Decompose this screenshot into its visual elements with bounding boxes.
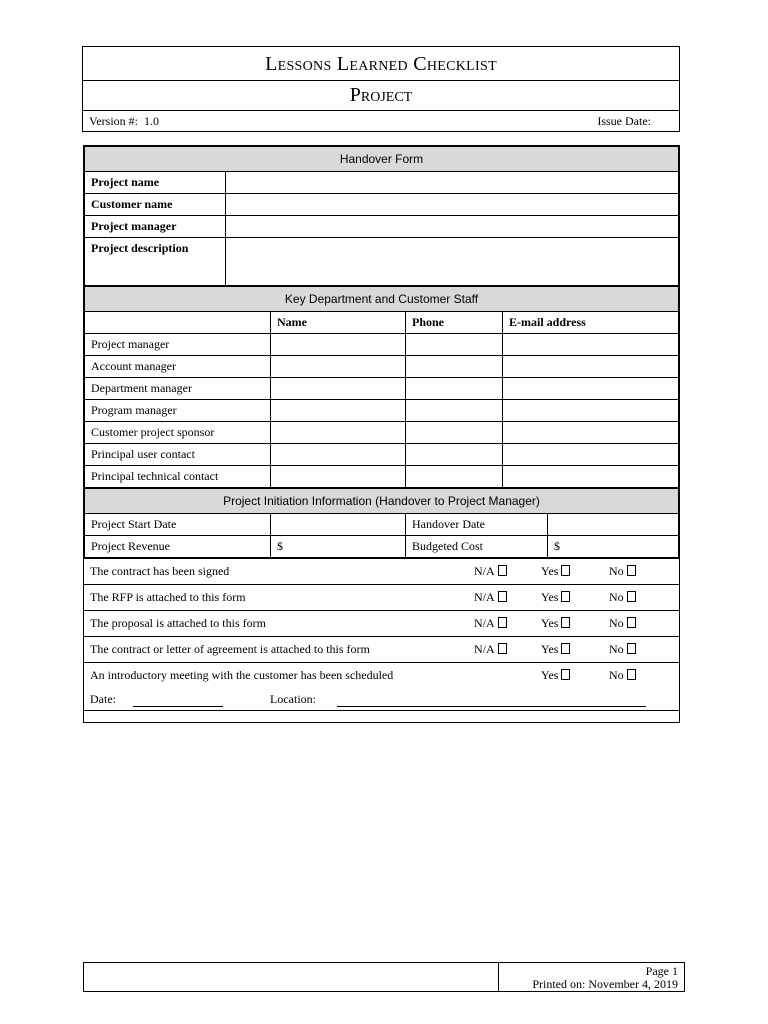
location-field[interactable] — [337, 694, 646, 707]
version-field — [89, 111, 159, 131]
no-checkbox[interactable] — [603, 663, 679, 689]
phone-cell[interactable] — [406, 444, 503, 466]
checkbox-icon[interactable] — [561, 565, 570, 576]
document-subtitle: Project — [83, 80, 679, 111]
no-label: No — [609, 564, 624, 578]
handover-date-label: Handover Date — [406, 514, 548, 536]
revenue-label: Project Revenue — [85, 536, 271, 558]
footer-divider — [498, 963, 499, 991]
check-label: The proposal is attached to this form — [84, 611, 468, 637]
table-row — [85, 216, 679, 238]
yes-label: Yes — [541, 668, 559, 683]
name-cell[interactable] — [271, 356, 406, 378]
table-row — [85, 444, 679, 466]
yes-checkbox[interactable] — [535, 559, 603, 585]
phone-cell[interactable] — [406, 378, 503, 400]
na-checkbox[interactable] — [468, 611, 535, 637]
table-row — [85, 378, 679, 400]
check-label: The contract has been signed — [84, 559, 468, 585]
start-date-label: Project Start Date — [85, 514, 271, 536]
phone-cell[interactable] — [406, 356, 503, 378]
yes-checkbox[interactable] — [535, 611, 603, 637]
role-label: Customer project sponsor — [85, 422, 271, 444]
yes-checkbox[interactable] — [535, 663, 603, 689]
checkbox-icon[interactable] — [498, 617, 507, 628]
no-checkbox[interactable] — [603, 611, 679, 637]
blank-header-cell — [85, 312, 271, 334]
checklist-row — [84, 637, 679, 663]
handover-heading: Handover Form — [85, 147, 679, 172]
customer-name-field[interactable] — [226, 194, 679, 216]
version-value: 1.0 — [144, 114, 159, 128]
handover-form — [83, 145, 680, 723]
email-cell[interactable] — [503, 466, 679, 488]
name-cell[interactable] — [271, 444, 406, 466]
handover-table — [84, 146, 679, 286]
checkbox-icon[interactable] — [498, 565, 507, 576]
budgeted-cost-field[interactable]: $ — [548, 536, 679, 558]
checklist-row — [84, 585, 679, 611]
phone-cell[interactable] — [406, 422, 503, 444]
checkbox-icon[interactable] — [561, 669, 570, 680]
yes-label: Yes — [541, 590, 559, 604]
checkbox-icon[interactable] — [627, 643, 636, 654]
checkbox-icon[interactable] — [627, 669, 636, 680]
phone-cell[interactable] — [406, 334, 503, 356]
project-name-label: Project name — [85, 172, 226, 194]
table-row — [85, 194, 679, 216]
meeting-details-row — [84, 689, 679, 711]
project-description-label: Project description — [85, 238, 226, 286]
checkbox-icon[interactable] — [561, 591, 570, 602]
email-cell[interactable] — [503, 378, 679, 400]
date-field[interactable] — [133, 694, 223, 707]
table-row — [85, 536, 679, 558]
no-label: No — [609, 616, 624, 630]
no-label: No — [609, 590, 624, 604]
project-name-field[interactable] — [226, 172, 679, 194]
table-row — [85, 238, 679, 286]
table-row — [85, 400, 679, 422]
date-label: Date: — [90, 691, 116, 706]
checklist-row — [84, 611, 679, 637]
phone-cell[interactable] — [406, 400, 503, 422]
name-cell[interactable] — [271, 466, 406, 488]
yes-label: Yes — [541, 564, 559, 578]
yes-checkbox[interactable] — [535, 585, 603, 611]
email-cell[interactable] — [503, 444, 679, 466]
na-label: N/A — [474, 590, 495, 604]
role-label: Program manager — [85, 400, 271, 422]
project-manager-field[interactable] — [226, 216, 679, 238]
na-checkbox[interactable] — [468, 637, 535, 663]
na-label: N/A — [474, 642, 495, 656]
checkbox-icon[interactable] — [498, 591, 507, 602]
location-label: Location: — [270, 691, 316, 706]
table-row — [85, 334, 679, 356]
no-checkbox[interactable] — [603, 585, 679, 611]
na-checkbox[interactable] — [468, 559, 535, 585]
no-label: No — [609, 642, 624, 656]
meeting-label: An introductory meeting with the customer has been scheduled — [84, 663, 468, 689]
page-footer — [83, 962, 685, 992]
table-row — [85, 514, 679, 536]
na-label: N/A — [474, 564, 495, 578]
checklist-row — [84, 663, 679, 689]
email-cell[interactable] — [503, 400, 679, 422]
checkbox-icon[interactable] — [627, 617, 636, 628]
email-cell[interactable] — [503, 422, 679, 444]
name-cell[interactable] — [271, 334, 406, 356]
email-column-header: E-mail address — [503, 312, 679, 334]
staff-heading: Key Department and Customer Staff — [85, 287, 679, 312]
role-label: Project manager — [85, 334, 271, 356]
role-label: Principal user contact — [85, 444, 271, 466]
version-label: Version #: — [89, 114, 138, 128]
yes-label: Yes — [541, 616, 559, 630]
checkbox-icon[interactable] — [561, 617, 570, 628]
role-label: Principal technical contact — [85, 466, 271, 488]
project-manager-label: Project manager — [85, 216, 226, 238]
footer-page-info — [532, 965, 678, 991]
role-label: Account manager — [85, 356, 271, 378]
handover-date-field[interactable] — [548, 514, 679, 536]
table-row — [85, 356, 679, 378]
document-title: Lessons Learned Checklist — [83, 47, 679, 81]
no-label: No — [609, 668, 624, 683]
check-label: The RFP is attached to this form — [84, 585, 468, 611]
na-label: N/A — [474, 616, 495, 630]
name-column-header: Name — [271, 312, 406, 334]
no-checkbox[interactable] — [603, 637, 679, 663]
document-header — [82, 46, 680, 132]
checklist-table — [84, 558, 679, 711]
no-checkbox[interactable] — [603, 559, 679, 585]
role-label: Department manager — [85, 378, 271, 400]
name-cell[interactable] — [271, 378, 406, 400]
initiation-table — [84, 488, 679, 558]
email-cell[interactable] — [503, 356, 679, 378]
table-row — [85, 422, 679, 444]
page-number: Page 1 — [645, 964, 678, 978]
email-cell[interactable] — [503, 334, 679, 356]
table-header-row — [85, 312, 679, 334]
project-description-field[interactable] — [226, 238, 679, 286]
phone-column-header: Phone — [406, 312, 503, 334]
name-cell[interactable] — [271, 400, 406, 422]
staff-table — [84, 286, 679, 488]
revenue-field[interactable]: $ — [271, 536, 406, 558]
checkbox-icon[interactable] — [627, 591, 636, 602]
issue-date-label: Issue Date: — [597, 114, 651, 128]
checkbox-icon[interactable] — [561, 643, 570, 654]
check-label: The contract or letter of agreement is attached to this form — [84, 637, 468, 663]
yes-checkbox[interactable] — [535, 637, 603, 663]
checklist-row — [84, 559, 679, 585]
name-cell[interactable] — [271, 422, 406, 444]
table-row — [85, 466, 679, 488]
empty-cell — [468, 663, 535, 689]
initiation-heading: Project Initiation Information (Handover to Project Manager) — [85, 489, 679, 514]
na-checkbox[interactable] — [468, 585, 535, 611]
budgeted-cost-label: Budgeted Cost — [406, 536, 548, 558]
meeting-details — [84, 689, 679, 711]
customer-name-label: Customer name — [85, 194, 226, 216]
printed-date: Printed on: November 4, 2019 — [532, 977, 678, 991]
yes-label: Yes — [541, 642, 559, 656]
table-row — [85, 172, 679, 194]
phone-cell[interactable] — [406, 466, 503, 488]
checkbox-icon[interactable] — [498, 643, 507, 654]
checkbox-icon[interactable] — [627, 565, 636, 576]
start-date-field[interactable] — [271, 514, 406, 536]
